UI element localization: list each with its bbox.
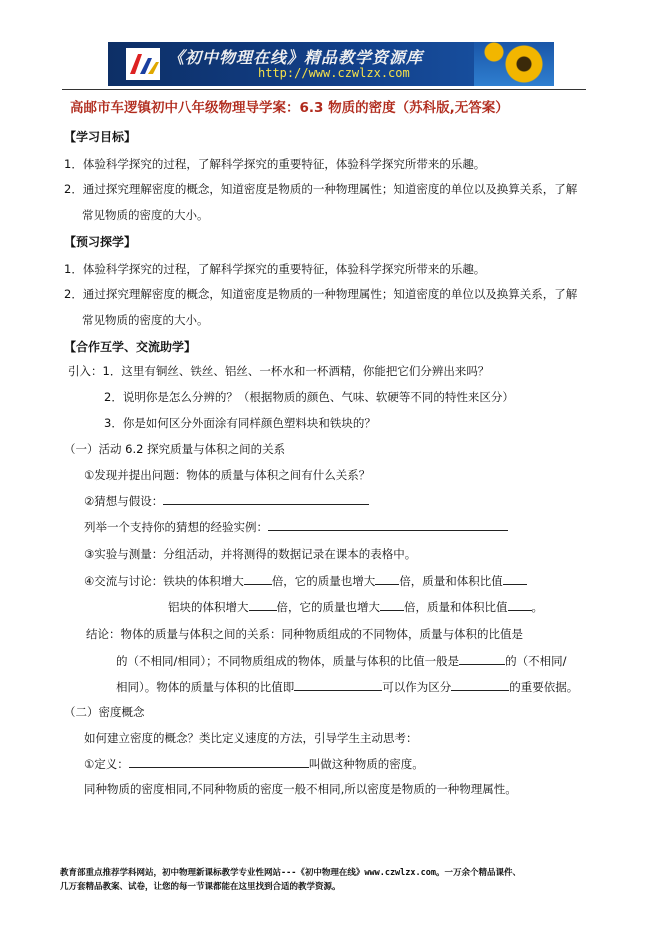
al-mass-blank[interactable]: [380, 598, 404, 611]
intro-question-3: 3．你是如何区分外面涂有同样颜色塑料块和铁块的？: [104, 416, 376, 430]
al-text-2: 倍，它的质量也增大: [276, 600, 380, 614]
sunflower-image: [474, 42, 554, 86]
al-text-1: 铝块的体积增大: [168, 600, 249, 614]
goal-item-2: 2．通过探究理解密度的概念，知道密度是物质的一种物理属性；知道密度的单位以及换算关系，了解: [64, 182, 578, 196]
step-example: [84, 518, 508, 535]
intro-question-1: 引入：1．这里有铜丝、铁丝、铝丝、一杯水和一杯酒精，你能把它们分辨出来吗？: [68, 364, 490, 378]
step-discussion-iron: [84, 572, 527, 589]
preview-item-2: 2．通过探究理解密度的概念，知道密度是物质的一种物理属性；知道密度的单位以及换算关系，了解: [64, 287, 578, 301]
goal-item-1: 1．体验科学探究的过程，了解科学探究的重要特征，体验科学探究所带来的乐趣。: [64, 157, 486, 171]
step-question: ①发现并提出问题：物体的质量与体积之间有什么关系？: [84, 468, 371, 482]
conclusion-text-2a: 的（不相同/相同）；不同物质组成的物体，质量与体积的比值一般是: [116, 654, 460, 668]
goal-item-2-cont: 常见物质的密度的大小。: [82, 208, 209, 222]
activity-heading: （一）活动 6.2 探究质量与体积之间的关系: [64, 442, 286, 456]
al-text-3: 倍，质量和体积比值: [404, 600, 508, 614]
iron-ratio-blank[interactable]: [503, 572, 527, 585]
step-hypothesis: [84, 492, 369, 509]
step-example-label: 列举一个支持你的猜想的经验实例：: [84, 520, 268, 534]
step-experiment: ③实验与测量：分组活动，并将测得的数据记录在课本的表格中。: [84, 547, 417, 561]
al-text-4: 。: [531, 600, 543, 614]
conclusion-line-1: 结论：物体的质量与体积之间的关系：同种物质组成的不同物体，质量与体积的比值是: [86, 627, 523, 641]
example-blank[interactable]: [268, 518, 508, 531]
density-heading: （二）密度概念: [64, 705, 145, 719]
footer-line-1: 教育部重点推荐学科网站，初中物理新课标教学专业性网站---《初中物理在线》www.czwlzx.com。一万余个精品课件、: [60, 868, 522, 878]
page-title: 高邮市车逻镇初中八年级物理导学案：6.3 物质的密度（苏科版,无答案）: [70, 100, 509, 116]
header-banner: [108, 42, 554, 86]
conclusion-text-3c: 的重要依据。: [509, 680, 579, 694]
step-discussion-aluminum: [168, 598, 543, 615]
definition-suffix: 叫做这种物质的密度。: [308, 757, 424, 771]
conclusion-text-2b: 的（不相同/: [505, 654, 567, 668]
ratio-different-blank[interactable]: [459, 652, 505, 665]
section-heading-goals: 【学习目标】: [64, 130, 137, 144]
iron-mass-blank[interactable]: [375, 572, 399, 585]
density-blank[interactable]: [294, 678, 382, 691]
conclusion-text-3b: 可以作为区分: [382, 680, 452, 694]
section-heading-preview: 【预习探学】: [64, 235, 137, 249]
intro-question-2: 2．说明你是怎么分辨的？（根据物质的颜色、气味、软硬等不同的特性来区分）: [104, 390, 514, 404]
iron-volume-blank[interactable]: [244, 572, 272, 585]
al-ratio-blank[interactable]: [508, 598, 532, 611]
definition-label: ①定义：: [84, 757, 129, 771]
definition-blank[interactable]: [129, 755, 309, 768]
section-heading-cooperate: 【合作互学、交流助学】: [64, 340, 197, 354]
iron-text-3: 倍，质量和体积比值: [399, 574, 503, 588]
banner-url[interactable]: http://www.czwlzx.com: [258, 66, 410, 80]
hypothesis-blank[interactable]: [163, 492, 369, 505]
iron-text-1: ④交流与讨论：铁块的体积增大: [84, 574, 244, 588]
conclusion-line-3: [116, 678, 578, 695]
banner-title: 《初中物理在线》精品教学资源库: [168, 48, 424, 67]
al-volume-blank[interactable]: [249, 598, 277, 611]
header-rule: [62, 89, 586, 90]
preview-item-1: 1．体验科学探究的过程，了解科学探究的重要特征，体验科学探究所带来的乐趣。: [64, 262, 486, 276]
density-definition: [84, 755, 424, 772]
preview-item-2-cont: 常见物质的密度的大小。: [82, 313, 209, 327]
site-logo-icon: [126, 48, 160, 80]
step-hypothesis-label: ②猜想与假设：: [84, 494, 164, 508]
distinguish-blank[interactable]: [451, 678, 509, 691]
footer-line-2: 几万套精品教案、试卷，让您的每一节课都能在这里找到合适的教学资源。: [60, 882, 341, 892]
conclusion-text-3a: 相同）。物体的质量与体积的比值即: [116, 680, 295, 694]
density-intro: 如何建立密度的概念？类比定义速度的方法，引导学生主动思考：: [84, 731, 418, 745]
iron-text-2: 倍，它的质量也增大: [271, 574, 376, 588]
density-property: 同种物质的密度相同,不同种物质的密度一般不相同,所以密度是物质的一种物理属性。: [84, 782, 517, 796]
conclusion-line-2: [116, 652, 567, 669]
